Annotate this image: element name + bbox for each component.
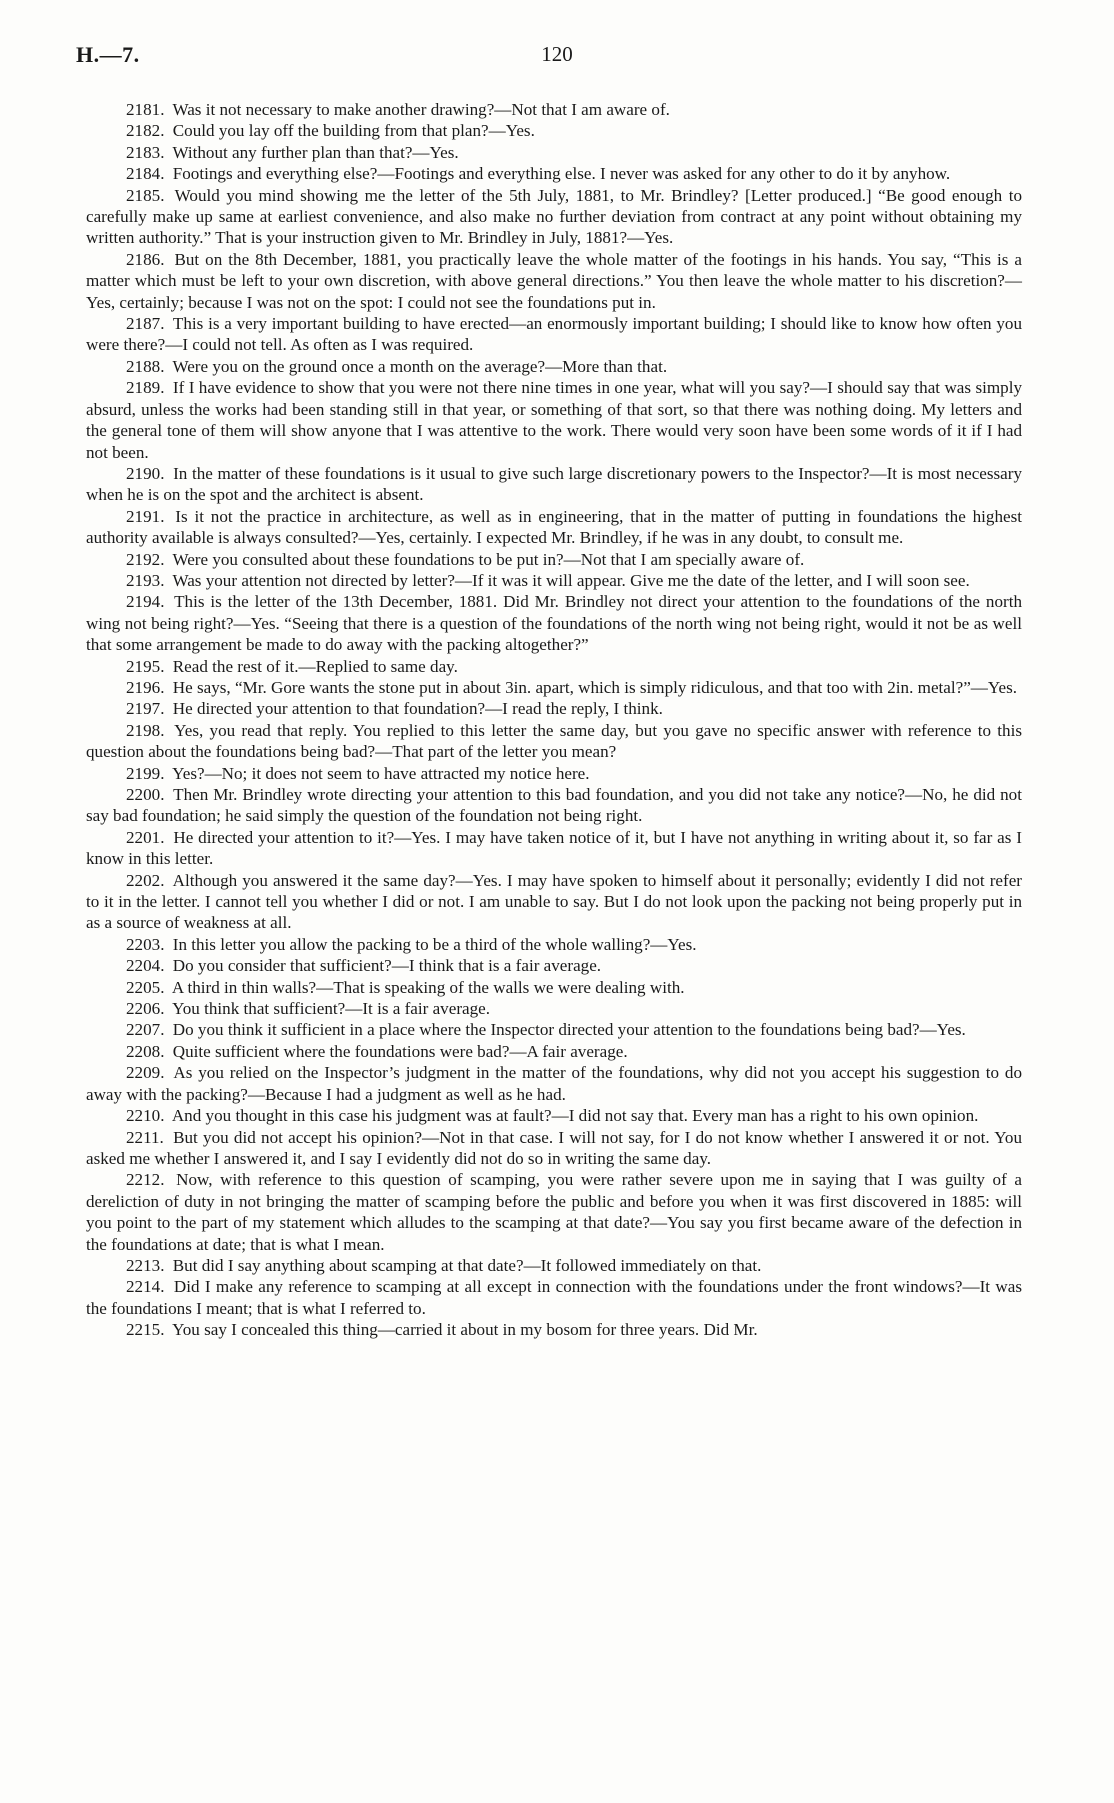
question-text: Was your attention not directed by letter?—If it was it will appear. Give me the date of the letter, and I will soon see. bbox=[172, 570, 970, 590]
question-paragraph bbox=[86, 1169, 1022, 1255]
question-text: This is a very important building to have erected—an enormously important building; I should like to know how often you were there?—I could not tell. As often as I was required. bbox=[86, 314, 1022, 355]
question-text: In the matter of these foundations is it usual to give such large discretionary powers to the Inspector?—It is most necessary when he is on the spot and the architect is absent. bbox=[86, 463, 1023, 505]
question-number: 2206. bbox=[126, 999, 165, 1019]
question-paragraph bbox=[86, 591, 1022, 655]
question-number: 2204. bbox=[126, 956, 165, 976]
question-paragraph bbox=[86, 955, 1022, 976]
question-text: Now, with reference to this question of scamping, you were rather severe upon me in saying that I was guilty of a dereliction of duty in not bringing the matter of scamping before the public and before you when it was first discovered in 1885: will you point to the part of my statement which alludes to the scamping at that date?—You say you first became aware of the defection in the foundations at date; that is what I mean. bbox=[86, 1170, 1022, 1254]
question-number: 2210. bbox=[126, 1106, 165, 1126]
question-number: 2188. bbox=[126, 356, 165, 376]
question-text: Yes, you read that reply. You replied to this letter the same day, but you gave no specific answer with reference to this question about the foundations being bad?—That part of the letter you mean? bbox=[86, 720, 1022, 762]
question-number: 2187. bbox=[126, 314, 165, 334]
question-text: He says, “Mr. Gore wants the stone put in about 3in. apart, which is simply ridiculous, and that too with 2in. metal?”—Yes. bbox=[172, 677, 1018, 697]
question-number: 2198. bbox=[126, 720, 165, 740]
question-number: 2185. bbox=[126, 185, 165, 205]
document-reference: H.—7. bbox=[76, 42, 140, 67]
question-paragraph bbox=[86, 1062, 1022, 1105]
question-text: Read the rest of it.—Replied to same day. bbox=[172, 656, 458, 676]
evidence-text bbox=[86, 99, 1022, 1341]
question-paragraph bbox=[86, 998, 1022, 1019]
question-number: 2213. bbox=[126, 1255, 165, 1275]
page-number: 120 bbox=[541, 42, 573, 66]
question-number: 2183. bbox=[126, 142, 165, 162]
question-text: Would you mind showing me the letter of the 5th July, 1881, to Mr. Brindley? [Letter produced.] “Be good enough to carefully make up same at earliest convenience, and also make no further deviation from contract at any point without obtaining my written authority.” That is your instruction given to Mr. Brindley in July, 1881?—Yes. bbox=[86, 185, 1023, 248]
question-number: 2197. bbox=[126, 699, 165, 719]
question-text: In this letter you allow the packing to be a third of the whole walling?—Yes. bbox=[172, 934, 697, 954]
question-number: 2201. bbox=[126, 827, 165, 847]
question-number: 2193. bbox=[126, 570, 165, 590]
question-text: You say I concealed this thing—carried it about in my bosom for three years. Did Mr. bbox=[172, 1320, 758, 1340]
question-text: This is the letter of the 13th December, 1881. Did Mr. Brindley not direct your attention to the foundations of the north wing not being right?—Yes. “Seeing that there is a question of the foundations of the north wing not being right, would it not be as well that some arrangement be made to do away with the packing altogether?” bbox=[86, 592, 1023, 655]
question-text: Quite sufficient where the foundations were bad?—A fair average. bbox=[172, 1041, 628, 1061]
question-number: 2181. bbox=[126, 100, 165, 119]
question-number: 2208. bbox=[126, 1041, 165, 1061]
question-paragraph bbox=[86, 570, 1022, 591]
question-text: Yes?—No; it does not seem to have attracted my notice here. bbox=[172, 763, 590, 783]
question-number: 2205. bbox=[126, 977, 165, 997]
question-number: 2202. bbox=[126, 870, 165, 890]
question-paragraph bbox=[86, 549, 1022, 570]
question-number: 2184. bbox=[126, 164, 165, 184]
question-paragraph bbox=[86, 763, 1022, 784]
question-number: 2214. bbox=[126, 1277, 165, 1297]
question-number: 2199. bbox=[126, 763, 165, 783]
question-text: He directed your attention to it?—Yes. I may have taken notice of it, but I have not anything in writing about it, so far as I know in this letter. bbox=[86, 827, 1022, 869]
question-number: 2186. bbox=[126, 249, 165, 269]
question-number: 2194. bbox=[126, 592, 165, 612]
question-paragraph bbox=[86, 870, 1022, 934]
question-text: Without any further plan than that?—Yes. bbox=[172, 142, 459, 162]
question-number: 2200. bbox=[126, 785, 165, 804]
question-text: Is it not the practice in architecture, as well as in engineering, that in the matter of putting in foundations the highest authority available is always consulted?—Yes, certainly. I expected Mr. Brindley, if he was in any doubt, to consult me. bbox=[86, 506, 1022, 548]
question-text: Footings and everything else?—Footings and everything else. I never was asked for any other to do it by anyhow. bbox=[172, 164, 951, 184]
question-text: Although you answered it the same day?—Yes. I may have spoken to himself about it personally; evidently I did not refer to it in the letter. I cannot tell you whether I did or not. I am unable to say. But I do not look upon the packing not being properly put in as a source of weakness at all. bbox=[86, 870, 1022, 933]
question-paragraph bbox=[86, 506, 1022, 549]
question-number: 2215. bbox=[126, 1320, 165, 1340]
question-paragraph bbox=[86, 720, 1022, 763]
question-number: 2203. bbox=[126, 934, 165, 954]
question-text: You think that sufficient?—It is a fair average. bbox=[172, 999, 491, 1019]
question-number: 2189. bbox=[126, 378, 165, 398]
question-text: But you did not accept his opinion?—Not in that case. I will not say, for I do not know whether I answered it or not. You asked me whether I answered it, and I say I evidently did not do so in writing the same day. bbox=[86, 1127, 1023, 1168]
question-paragraph bbox=[86, 249, 1022, 313]
question-number: 2196. bbox=[126, 677, 165, 697]
question-text: As you relied on the Inspector’s judgment in the matter of the foundations, why did not you accept his suggestion to do away with the packing?—Because I had a judgment as well as he had. bbox=[86, 1063, 1022, 1104]
question-paragraph bbox=[86, 677, 1022, 698]
question-paragraph bbox=[86, 99, 1022, 120]
question-paragraph bbox=[86, 698, 1022, 719]
question-text: Then Mr. Brindley wrote directing your attention to this bad foundation, and you did not take any notice?—No, he did not say bad foundation; he said simply the question of the foundation not being right. bbox=[86, 785, 1022, 826]
question-number: 2192. bbox=[126, 549, 165, 569]
question-number: 2195. bbox=[126, 656, 165, 676]
question-paragraph bbox=[86, 142, 1022, 163]
question-text: But did I say anything about scamping at that date?—It followed immediately on that. bbox=[172, 1255, 762, 1275]
question-number: 2190. bbox=[126, 463, 165, 483]
question-text: But on the 8th December, 1881, you practically leave the whole matter of the footings in his hands. You say, “This is a matter which must be left to your own discretion, with above general directions.” You then leave the whole matter to his discretion?—Yes, certainly; because I was not on the spot: I could not see the foundations put in. bbox=[86, 249, 1023, 312]
question-number: 2212. bbox=[126, 1170, 165, 1190]
question-number: 2182. bbox=[126, 121, 165, 141]
question-paragraph bbox=[86, 120, 1022, 141]
question-text: Were you consulted about these foundations to be put in?—Not that I am specially aware of. bbox=[172, 549, 805, 569]
question-paragraph bbox=[86, 1255, 1022, 1276]
question-text: Do you think it sufficient in a place where the Inspector directed your attention to the foundations being bad?—Yes. bbox=[172, 1020, 966, 1040]
question-text: Was it not necessary to make another drawing?—Not that I am aware of. bbox=[172, 100, 670, 119]
question-text: He directed your attention to that foundation?—I read the reply, I think. bbox=[172, 699, 663, 719]
question-paragraph bbox=[86, 784, 1022, 827]
question-text: Did I make any reference to scamping at all except in connection with the foundations under the front windows?—It was the foundations I meant; that is what I referred to. bbox=[86, 1277, 1022, 1318]
question-number: 2191. bbox=[126, 506, 165, 526]
question-paragraph bbox=[86, 1276, 1022, 1319]
question-paragraph bbox=[86, 1105, 1022, 1126]
question-text: Were you on the ground once a month on the average?—More than that. bbox=[172, 356, 668, 376]
question-paragraph bbox=[86, 977, 1022, 998]
question-number: 2209. bbox=[126, 1063, 165, 1083]
question-text: And you thought in this case his judgment was at fault?—I did not say that. Every man has a right to his own opinion. bbox=[171, 1106, 979, 1126]
question-paragraph bbox=[86, 313, 1022, 356]
question-paragraph bbox=[86, 463, 1022, 506]
question-paragraph bbox=[86, 377, 1022, 463]
question-paragraph bbox=[86, 934, 1022, 955]
question-paragraph bbox=[86, 1041, 1022, 1062]
question-number: 2207. bbox=[126, 1020, 165, 1040]
question-text: A third in thin walls?—That is speaking of the walls we were dealing with. bbox=[171, 977, 685, 997]
question-paragraph bbox=[86, 1319, 1022, 1340]
question-paragraph bbox=[86, 1019, 1022, 1040]
question-paragraph bbox=[86, 356, 1022, 377]
question-paragraph bbox=[86, 656, 1022, 677]
question-paragraph bbox=[86, 1127, 1022, 1170]
question-text: Could you lay off the building from that plan?—Yes. bbox=[172, 121, 535, 141]
question-text: Do you consider that sufficient?—I think that is a fair average. bbox=[172, 956, 602, 976]
question-paragraph bbox=[86, 163, 1022, 184]
question-paragraph bbox=[86, 185, 1022, 249]
question-paragraph bbox=[86, 827, 1022, 870]
question-number: 2211. bbox=[126, 1127, 164, 1147]
question-text: If I have evidence to show that you were not there nine times in one year, what will you say?—I should say that was simply absurd, unless the works had been standing still in that year, or something of that sort, so that there was nothing doing. My letters and the general tone of them will show anyone that I was attentive to the work. There would very soon have been some words of it if I had not been. bbox=[86, 378, 1022, 462]
